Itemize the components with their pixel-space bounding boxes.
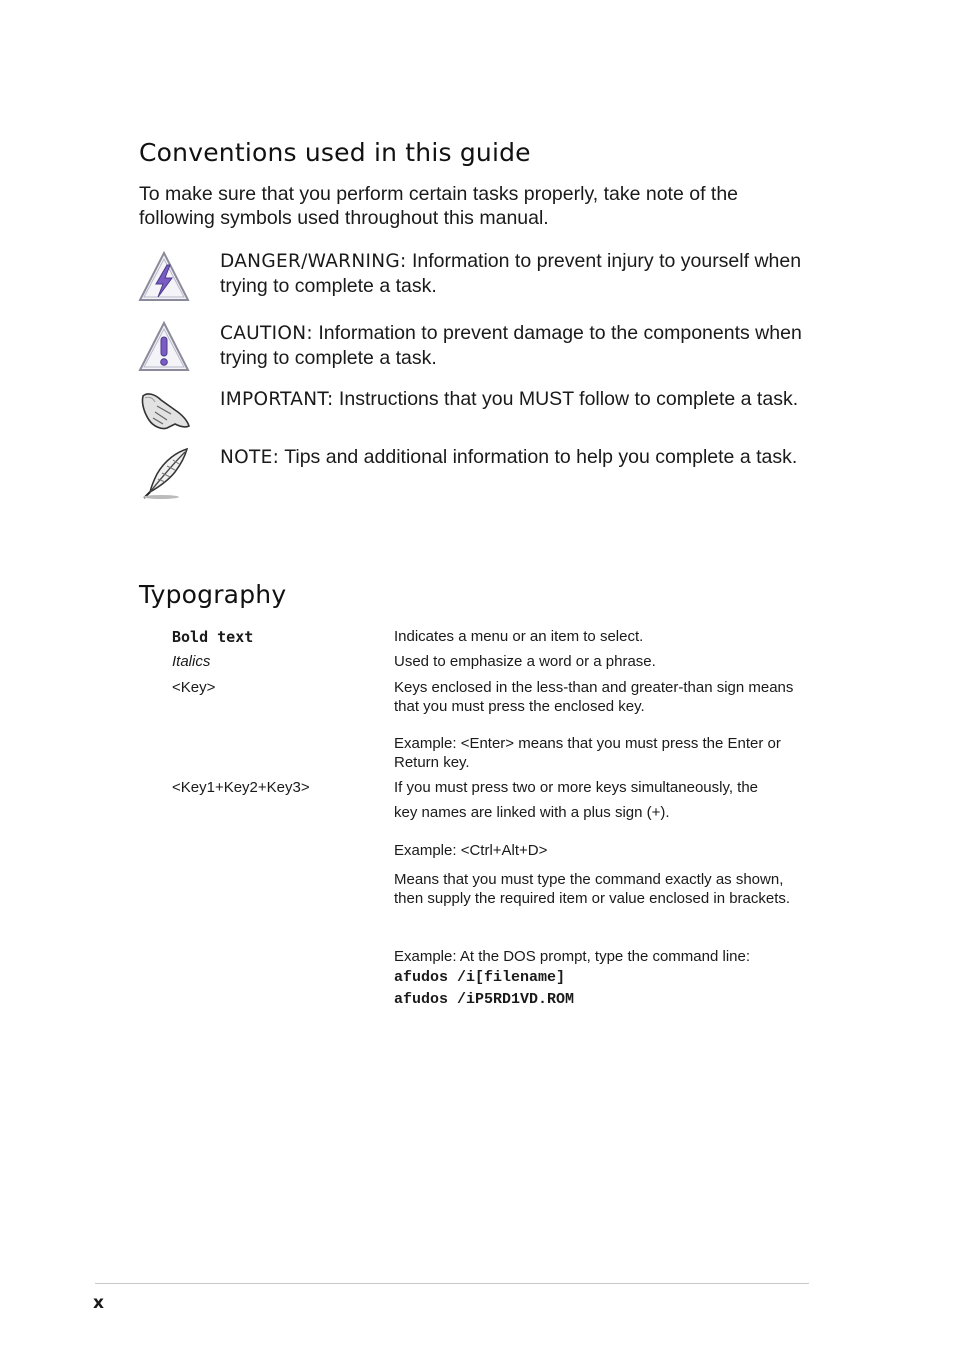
conventions-heading: Conventions used in this guide [139,138,531,167]
convention-text: Information to prevent damage to the components when trying to complete a task. [220,322,802,369]
term-italics: Italics [172,653,211,670]
command-line-1: afudos /i[filename] [394,969,566,986]
lightning-warning-icon [137,250,191,304]
command-example-label: Example: At the DOS prompt, type the command line: [394,948,751,965]
convention-label: DANGER/WARNING: [220,251,407,272]
intro-paragraph: To make sure that you perform certain tasks properly, take note of the following symbols used throughout this manual. [139,183,739,229]
pointing-hand-icon [137,384,191,438]
desc-command-info: Means that you must type the command exactly as shown, then supply the required item or value enclosed in brackets. [394,871,791,907]
convention-important [220,387,820,412]
desc-key-example: Example: <Enter> means that you must press the Enter or Return key. [394,735,781,771]
convention-text: Tips and additional information to help you complete a task. [279,446,798,468]
term-key-combo: <Key1+Key2+Key3> [172,779,310,796]
desc-italics: Used to emphasize a word or a phrase. [394,653,656,670]
convention-label: CAUTION: [220,323,313,344]
convention-caution [220,321,820,370]
convention-text: Instructions that you MUST follow to complete a task. [333,388,799,410]
desc-key-combo-1: If you must press two or more keys simultaneously, the [394,779,759,796]
term-key: <Key> [172,679,216,696]
desc-key-combo-example: Example: <Ctrl+Alt+D> [394,842,548,859]
command-line-2: afudos /iP5RD1VD.ROM [394,991,575,1008]
term-bold-text: Bold text [172,628,254,646]
typography-heading: Typography [139,580,287,609]
convention-danger [220,249,820,298]
quill-pen-icon [137,446,191,500]
page-number: x [93,1293,104,1313]
desc-bold-text: Indicates a menu or an item to select. [394,628,644,645]
convention-label: IMPORTANT: [220,389,334,410]
exclamation-caution-icon [137,320,191,374]
desc-key: Keys enclosed in the less-than and greater-than sign means that you must press the enclosed key. [394,679,794,715]
convention-label: NOTE: [220,447,280,468]
desc-key-combo-2: key names are linked with a plus sign (+). [394,804,670,821]
convention-text: Information to prevent injury to yourself when trying to complete a task. [220,250,802,297]
convention-note [220,445,820,470]
desc-command-example [394,947,814,1009]
footer-rule [95,1283,809,1284]
